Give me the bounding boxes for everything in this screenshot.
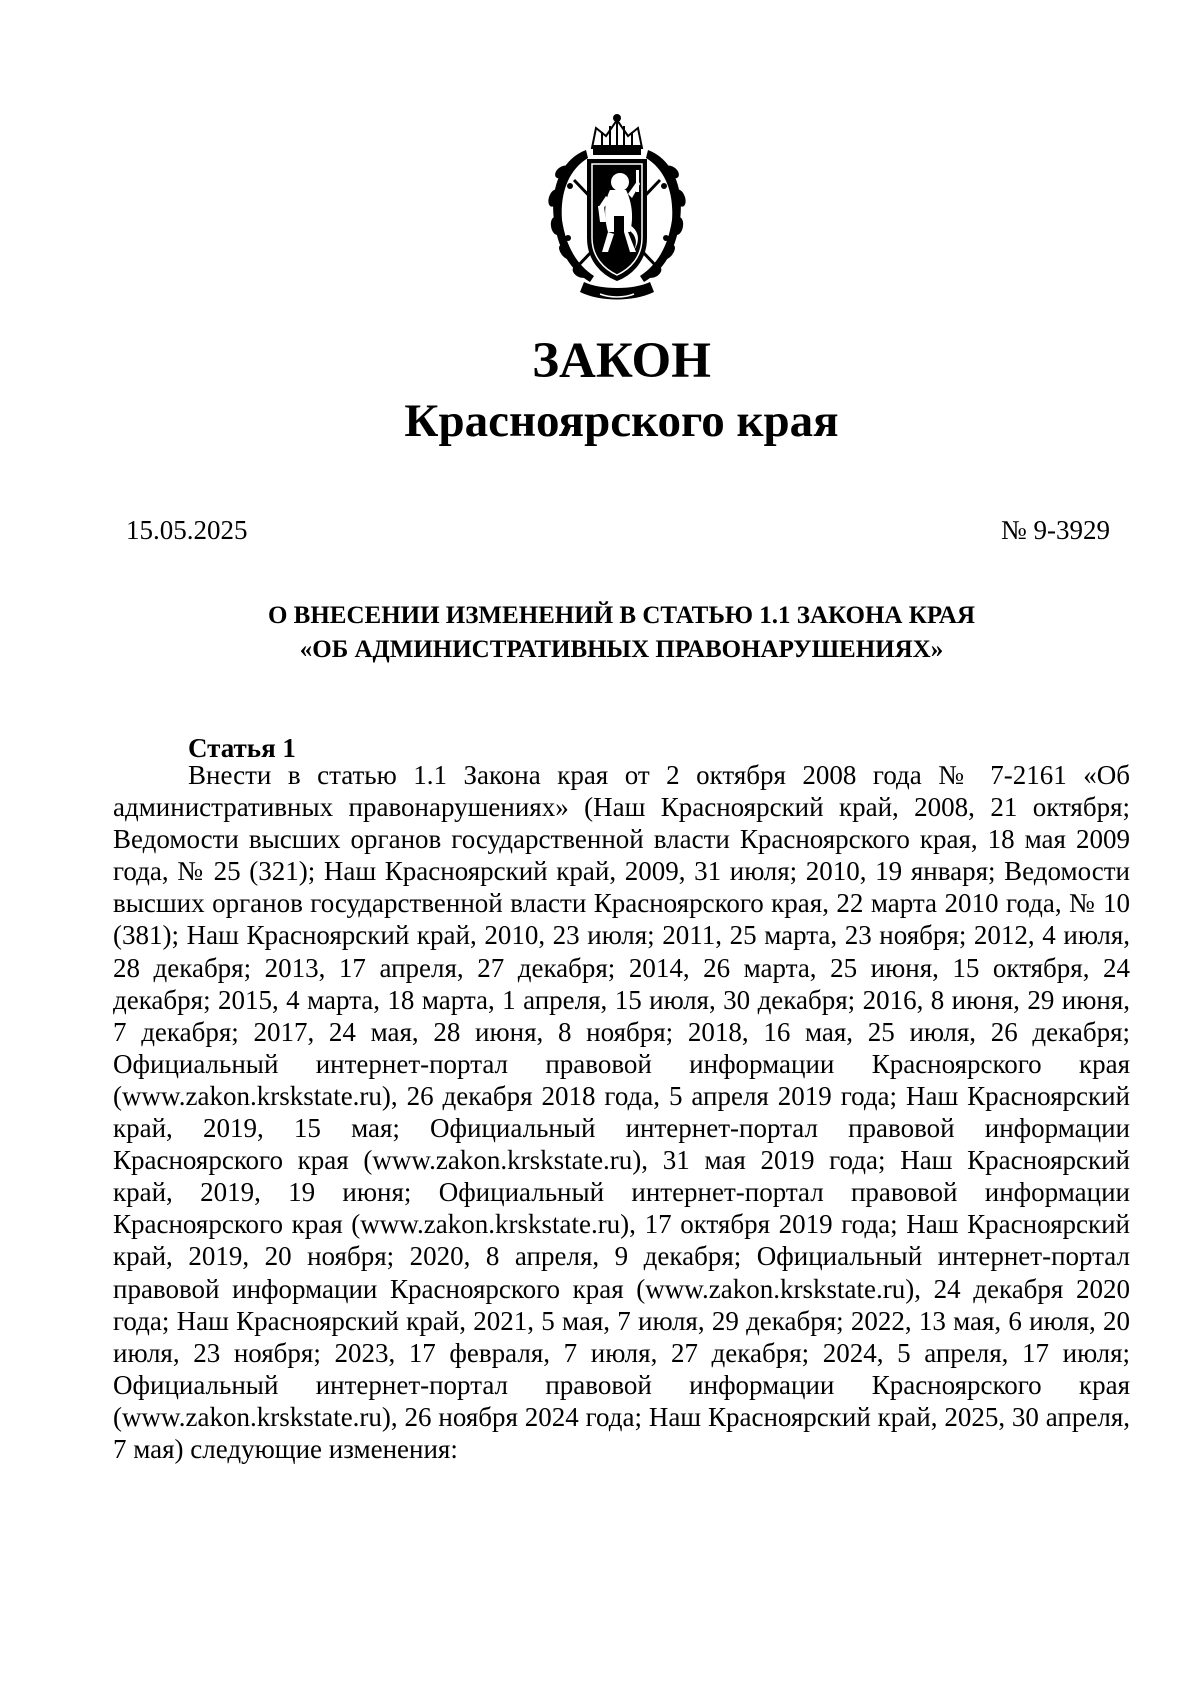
article-body: Внести в статью 1.1 Закона края от 2 октября 2008 года № 7-2161 «Об административных правонарушениях» (Наш Красноярский край, 2008, 21 октября; Ведомости высших органов государственной власти Красноярского края, 18 мая 2009 года, № 25 (321); Наш Красноярский край, 2009, 31 июля; 2010, 19 января; Ведомости высших органов государственной власти Красноярского края, 22 марта 2010 года, № 10 (381); Наш Красноярский край, 2010, 23 июля; 2011, 25 марта, 23 ноября; 2012, 4 июля, 28 декабря; 2013, 17 апреля, 27 декабря; 2014, 26 марта, 25 июня, 15 октября, 24 декабря; 2015, 4 марта, 18 марта, 1 апреля, 15 июля, 30 декабря; 2016, 8 июня, 29 июня, 7 декабря; 2017, 24 мая, 28 июня, 8 ноября; 2018, 16 мая, 25 июля, 26 декабря; Официальный интернет-портал правовой информации Красноярского края (www.zakon.krskstate.ru), 26 декабря 2018 года, 5 апреля 2019 года; Наш Красноярский край, 2019, 15 мая; Официальный интернет-портал правовой информации Красноярского края (www.zakon.krskstate.ru), 31 мая 2019 года; Наш Красноярский край, 2019, 19 июня; Официальный интернет-портал правовой информации Красноярского края (www.zakon.krskstate.ru), 17 октября 2019 года; Наш Красноярский край, 2019, 20 ноября; 2020, 8 апреля, 9 декабря; Официальный интернет-портал правовой информации Красноярского края (www.zakon.krskstate.ru), 24 декабря 2020 года; Наш Красноярский край, 2021, 5 мая, 7 июля, 29 декабря; 2022, 13 мая, 6 июля, 20 июля, 23 ноября; 2023, 17 февраля, 7 июля, 27 декабря; 2024, 5 апреля, 17 июля; Официальный интернет-портал правовой информации Красноярского края (www.zakon.krskstate.ru), 26 ноября 2024 года; Наш Красноярский край, 2025, 30 апреля, 7 мая) следующие изменения: (113, 760, 1130, 1464)
article-heading: Статья 1 (188, 733, 296, 763)
law-heading-line-2: «ОБ АДМИНИСТРАТИВНЫХ ПРАВОНАРУШЕНИЯХ» (299, 636, 944, 663)
document-date: 15.05.2025 (126, 515, 248, 545)
law-heading (0, 599, 1200, 667)
page-title: ЗАКОН (532, 333, 711, 389)
krasnoyarsk-coat-of-arms-icon (540, 110, 694, 306)
document-number: № 9-3929 (1000, 515, 1110, 545)
law-heading-line-1: О ВНЕСЕНИИ ИЗМЕНЕНИЙ В СТАТЬЮ 1.1 ЗАКОНА КРАЯ (267, 602, 976, 629)
page-subtitle: Красноярского края (404, 395, 839, 447)
